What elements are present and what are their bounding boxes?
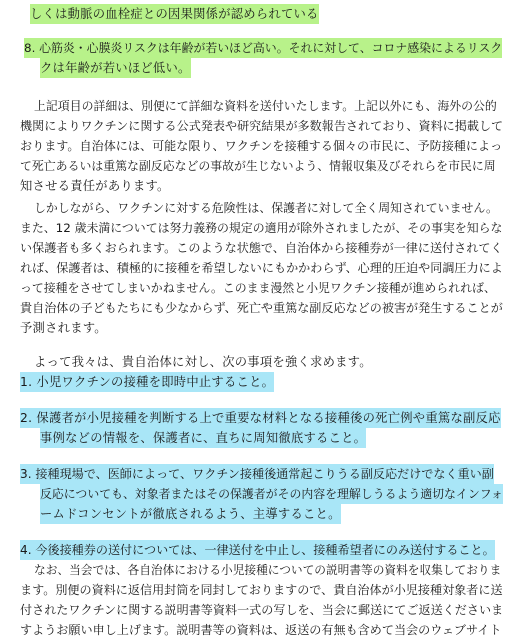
closing-line-4: すようお願い申し上げます。説明書等の資料は、返送の有無も含めて当会のウェブサイト [20, 623, 502, 637]
item-8-line-1: 8. 心筋炎・心膜炎リスクは年齢が若いほど高い。それに対して、コロナ感染によるリスク [24, 38, 502, 58]
closing-line-2: ます。別便の資料に返信用封筒を同封しておりますので、貴自治体が小児接種対象者に送 [20, 583, 503, 597]
paragraph-1-line-1: 上記項目の詳細は、別便にて詳細な資料を送付いたします。上記以外にも、海外の公的 [34, 99, 497, 113]
closing-line-1: なお、当会では、各自治体における小児接種についての説明書等の資料を収集しておりま [34, 563, 502, 577]
paragraph-2-line-4: れば、保護者は、積極的に接種を希望しないにもかかわらず、心理的圧迫や同調圧力によ [20, 261, 503, 275]
paragraph-2-line-3: い保護者も多くおられます。このような状態で、自治体から接種券が一律に送付されてく [20, 241, 503, 255]
paragraph-2-line-6: 貴自治体の子どもたちにも少なからず、死亡や重篤な副反応などの被害が発生することが [20, 301, 503, 315]
item-7-continuation: しくは動脈の血栓症との因果関係が認められている [30, 4, 319, 24]
demand-2-line-1: 2. 保護者が小児接種を判断する上で重要な材料となる接種後の死亡例や重篤な副反応 [20, 408, 501, 428]
paragraph-2-line-2: また、12 歳未満については努力義務の規定の適用が除外されましたが、その事実を知らな [20, 221, 503, 235]
demands-intro: よって我々は、貴自治体に対し、次の事項を強く求めます。 [34, 355, 372, 369]
paragraph-1-line-4: て死亡あるいは重篤な副反応などの事故が生じないよう、情報収集及びそれらを市民に周 [20, 159, 496, 173]
paragraph-2-line-5: って接種をさせてしまいかねません。このまま漫然と小児ワクチン接種が進められれば、 [20, 281, 496, 295]
item-8-line-2: クは年齢が若いほど低い。 [40, 58, 191, 78]
demand-3-line-2: 反応についても、対象者またはその保護者がその内容を理解しうるよう適切なインフォ [40, 484, 503, 504]
demand-1: 1. 小児ワクチンの接種を即時中止すること。 [20, 372, 274, 392]
paragraph-1-line-5: 知させる責任があります。 [20, 179, 170, 193]
paragraph-2-line-7: 予測されます。 [20, 321, 107, 335]
demand-2-line-2: 事例などの情報を、保護者に、直ちに周知徹底すること。 [40, 428, 366, 448]
demand-3-line-1: 3. 接種現場で、医師によって、ワクチン接種後通常起こりうる副反応だけでなく重い副 [20, 464, 494, 484]
paragraph-2-line-1: しかしながら、ワクチンに対する危険性は、保護者に対して全く周知されていません。 [34, 201, 498, 215]
demand-3-line-3: ームドコンセントが徹底されるよう、主導すること。 [40, 504, 341, 524]
paragraph-1-line-3: おります。自治体には、可能な限り、ワクチンを接種する個々の市民に、予防接種によっ [20, 139, 503, 153]
demand-4: 4. 今後接種券の送付については、一律送付を中止し、接種希望者にのみ送付すること。 [20, 540, 495, 560]
closing-line-3: 付されたワクチンに関する説明書等資料一式の写しを、当会に郵送にてご返送くださいま [20, 603, 504, 617]
paragraph-1-line-2: 機関によりワクチンに関する公式発表や研究結果が多数報告されており、資料に掲載して [20, 119, 504, 133]
